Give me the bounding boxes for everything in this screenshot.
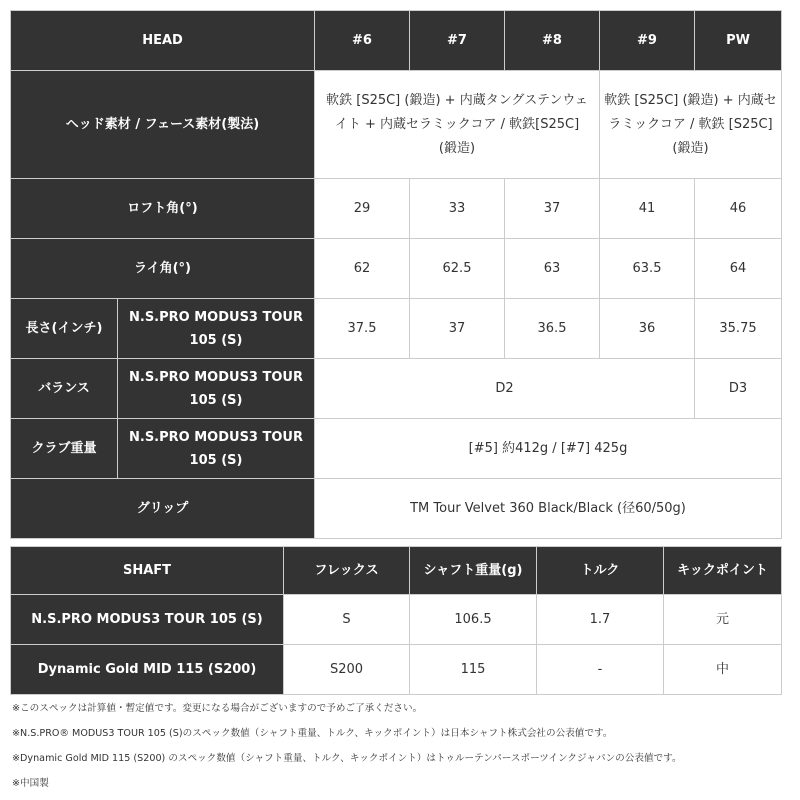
- grip-label: グリップ: [11, 479, 315, 539]
- kick-point-header: キックポイント: [664, 547, 782, 595]
- note-line: ※Dynamic Gold MID 115 (S200) のスペック数値（シャフト重量、トルク、キックポイント）はトゥルーテンパースポーツインクジャパンの公表値です。: [12, 753, 682, 764]
- head-spec-table: [10, 10, 782, 539]
- kick-point-value: 元: [664, 595, 782, 645]
- loft-label: ロフト角(°): [11, 179, 315, 239]
- balance-value-pw: D3: [695, 359, 782, 419]
- material-value-6-8: 軟鉄 [S25C] (鍛造) + 内蔵タングステンウェイト + 内蔵セラミックコア / 軟鉄[S25C] (鍛造): [315, 71, 600, 179]
- lie-row: [11, 239, 782, 299]
- length-shaft-label: N.S.PRO MODUS3 TOUR 105 (S): [118, 299, 315, 359]
- flex-value: S: [284, 595, 410, 645]
- lie-value: 64: [695, 239, 782, 299]
- length-value: 37.5: [315, 299, 410, 359]
- balance-value-main: D2: [315, 359, 695, 419]
- loft-value: 29: [315, 179, 410, 239]
- torque-value: -: [537, 645, 664, 695]
- length-value: 35.75: [695, 299, 782, 359]
- lie-value: 63.5: [600, 239, 695, 299]
- shaft-weight-header: シャフト重量(g): [410, 547, 537, 595]
- balance-shaft-label: N.S.PRO MODUS3 TOUR 105 (S): [118, 359, 315, 419]
- lie-label: ライ角(°): [11, 239, 315, 299]
- balance-label: バランス: [11, 359, 118, 419]
- length-value: 37: [410, 299, 505, 359]
- table-row: [11, 645, 782, 695]
- flex-header: フレックス: [284, 547, 410, 595]
- weight-shaft-label: N.S.PRO MODUS3 TOUR 105 (S): [118, 419, 315, 479]
- table-row: [11, 595, 782, 645]
- material-row: [11, 71, 782, 179]
- weight-label: クラブ重量: [11, 419, 118, 479]
- column-header-6: #6: [315, 11, 410, 71]
- shaft-header-row: [11, 547, 782, 595]
- column-header-9: #9: [600, 11, 695, 71]
- shaft-weight-value: 115: [410, 645, 537, 695]
- length-value: 36.5: [505, 299, 600, 359]
- material-label: ヘッド素材 / フェース素材(製法): [11, 71, 315, 179]
- spec-header-row: [11, 11, 782, 71]
- loft-value: 37: [505, 179, 600, 239]
- kick-point-value: 中: [664, 645, 782, 695]
- loft-row: [11, 179, 782, 239]
- balance-row: [11, 359, 782, 419]
- grip-row: [11, 479, 782, 539]
- shaft-name: N.S.PRO MODUS3 TOUR 105 (S): [11, 595, 284, 645]
- loft-value: 33: [410, 179, 505, 239]
- shaft-weight-value: 106.5: [410, 595, 537, 645]
- shaft-header: SHAFT: [11, 547, 284, 595]
- torque-header: トルク: [537, 547, 664, 595]
- note-line: ※中国製: [12, 778, 49, 789]
- column-header-8: #8: [505, 11, 600, 71]
- length-label: 長さ(インチ): [11, 299, 118, 359]
- note-line: ※N.S.PRO® MODUS3 TOUR 105 (S)のスペック数値（シャフト重量、トルク、キックポイント）は日本シャフト株式会社の公表値です。: [12, 728, 613, 739]
- shaft-name: Dynamic Gold MID 115 (S200): [11, 645, 284, 695]
- loft-value: 46: [695, 179, 782, 239]
- grip-value: TM Tour Velvet 360 Black/Black (径60/50g): [315, 479, 782, 539]
- flex-value: S200: [284, 645, 410, 695]
- note-line: ※このスペックは計算値・暫定値です。変更になる場合がございますので予めご了承ください。: [12, 703, 423, 714]
- length-row: [11, 299, 782, 359]
- torque-value: 1.7: [537, 595, 664, 645]
- column-header-7: #7: [410, 11, 505, 71]
- head-header-label: HEAD: [11, 11, 315, 71]
- weight-value: [#5] 約412g / [#7] 425g: [315, 419, 782, 479]
- column-header-pw: PW: [695, 11, 782, 71]
- lie-value: 62: [315, 239, 410, 299]
- lie-value: 62.5: [410, 239, 505, 299]
- loft-value: 41: [600, 179, 695, 239]
- length-value: 36: [600, 299, 695, 359]
- shaft-spec-table: [10, 546, 782, 695]
- weight-row: [11, 419, 782, 479]
- lie-value: 63: [505, 239, 600, 299]
- material-value-9-pw: 軟鉄 [S25C] (鍛造) + 内蔵セラミックコア / 軟鉄 [S25C] (鍛造): [600, 71, 782, 179]
